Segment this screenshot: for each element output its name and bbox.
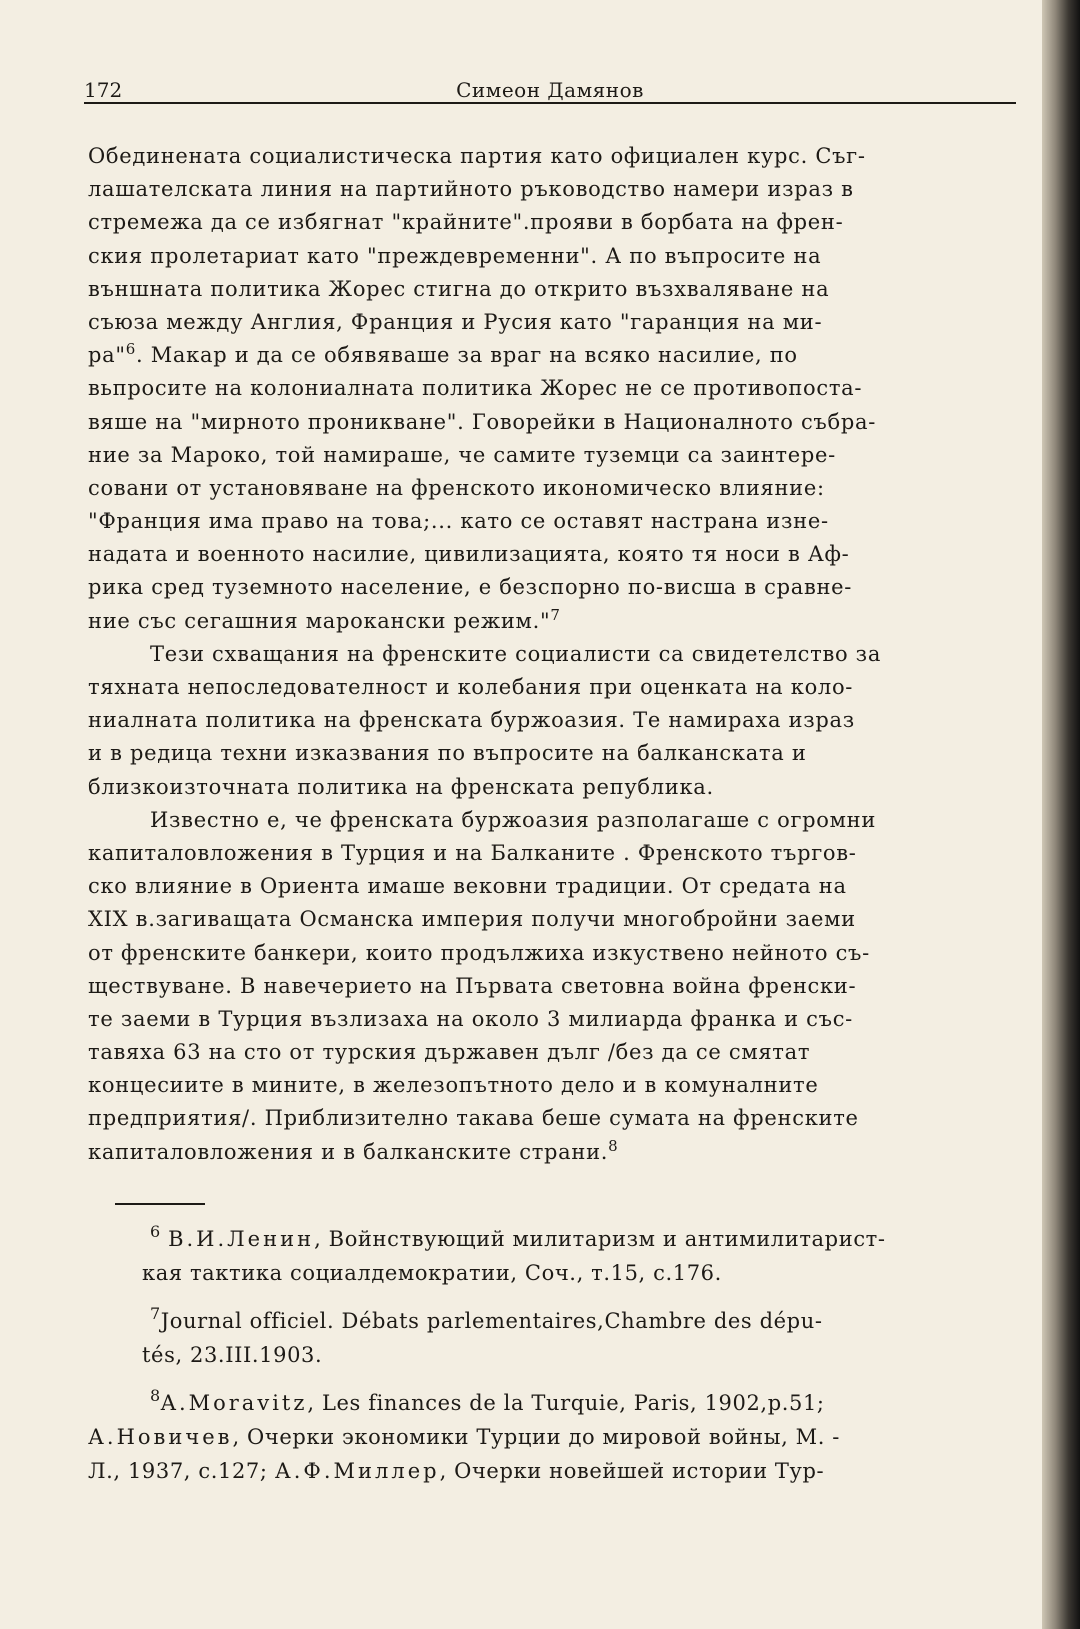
header-rule bbox=[84, 102, 1016, 104]
running-title: Симеон Дамянов bbox=[456, 78, 644, 102]
footnote-ref-6[interactable]: 6 bbox=[125, 339, 136, 358]
cited-author: А.Ф.Миллер bbox=[274, 1459, 440, 1483]
footnote-mark: 8 bbox=[150, 1386, 161, 1406]
text-line: вяше на "мирното проникване". Говорейки в Националното събра- bbox=[88, 409, 876, 434]
text-line: Известно е, че френската буржоазия разполагаше с огромни bbox=[150, 807, 877, 832]
text-line: ско влияние в Ориента имаше вековни традиции. От средата на bbox=[88, 874, 847, 899]
text-line: ниалната политика на френската буржоазия. Те намираха израз bbox=[88, 708, 855, 733]
page-number: 172 bbox=[84, 78, 123, 102]
footnote-6 bbox=[142, 1222, 1050, 1290]
text-line: XIX в.загиващата Османска империя получи многобройни заеми bbox=[88, 907, 856, 932]
text-fragment: ра" bbox=[88, 343, 126, 368]
cited-author: В.И.Ленин bbox=[168, 1227, 315, 1251]
footnote-ref-7[interactable]: 7 bbox=[550, 605, 561, 624]
text-line: те заеми в Турция възлизаха на около 3 милиарда франка и със- bbox=[88, 1006, 853, 1031]
text-fragment: ние със сегашния марокански режим." bbox=[88, 608, 551, 633]
footnote-line bbox=[88, 1454, 1050, 1488]
footnote-8 bbox=[88, 1386, 1050, 1488]
main-text bbox=[88, 140, 1028, 1169]
text-line: и в редица техни изказвания по въпросите на балканската и bbox=[88, 741, 807, 766]
book-spine-shadow bbox=[1042, 0, 1080, 1629]
footnote-line: кая тактика социалдемократии, Соч., т.15, с.176. bbox=[142, 1261, 722, 1285]
text-line: предприятия/. Приблизително такава беше сумата на френските bbox=[88, 1106, 859, 1131]
footnote-line bbox=[150, 1304, 1050, 1338]
footnotes bbox=[88, 1222, 1050, 1502]
text-fragment: , Les finances de la Turquie, Paris, 1902,p.51; bbox=[307, 1391, 825, 1415]
cited-author: A.Moravitz bbox=[160, 1391, 308, 1415]
footnote-rule bbox=[115, 1203, 205, 1205]
cited-author: А.Новичев bbox=[88, 1425, 233, 1449]
text-fragment: , Очерки новейшей истории Тур- bbox=[439, 1459, 825, 1483]
text-line bbox=[88, 605, 1028, 638]
text-line: Обединената социалистическа партия като официален курс. Съг- bbox=[88, 144, 866, 168]
text-line: "Франция има право на това;... като се оставят настрана изне- bbox=[88, 509, 829, 534]
footnote-ref-8[interactable]: 8 bbox=[608, 1136, 619, 1155]
text-line: от френските банкери, които продължиха изкуствено нейното съ- bbox=[88, 940, 870, 965]
footnote-line: tés, 23.III.1903. bbox=[142, 1343, 323, 1367]
text-fragment: Journal officiel. Débats parlementaires,Chambre des dépu- bbox=[160, 1309, 823, 1333]
text-line: съюза между Англия, Франция и Русия като "гаранция на ми- bbox=[88, 309, 823, 334]
text-line: външната политика Жорес стигна до открито възхваляване на bbox=[88, 276, 830, 301]
text-line: ществуване. В навечерието на Първата световна война френски- bbox=[88, 973, 857, 998]
text-fragment: Л., 1937, с.127; bbox=[88, 1459, 275, 1483]
text-fragment: , Войнствующий милитаризм и антимилитарист- bbox=[314, 1227, 886, 1251]
text-line: капиталовложения в Турция и на Балканите . Френското търгов- bbox=[88, 840, 857, 865]
footnote-mark: 6 bbox=[150, 1222, 161, 1242]
text-line: тавяха 63 на сто от турския държавен дълг /без да се смятат bbox=[88, 1040, 811, 1065]
text-line: тяхната непоследователност и колебания при оценката на коло- bbox=[88, 675, 854, 699]
running-header bbox=[84, 76, 1016, 104]
footnote-line bbox=[88, 1420, 1050, 1454]
text-line: лашателската линия на партийното ръководство намери израз в bbox=[88, 177, 854, 202]
footnote-7 bbox=[142, 1304, 1050, 1372]
text-line bbox=[88, 339, 1028, 372]
footnote-mark: 7 bbox=[150, 1304, 161, 1324]
text-line: стремежа да се избягнат "крайните".прояви в борбата на френ- bbox=[88, 210, 844, 235]
text-fragment: капиталовложения и в балканските страни. bbox=[88, 1139, 609, 1164]
text-line: надата и военното насилие, цивилизацията, която тя носи в Аф- bbox=[88, 542, 850, 567]
text-fragment: . Макар и да се обявяваше за враг на всяко насилие, по bbox=[135, 343, 798, 368]
text-line: вьпросите на колониалната политика Жорес не се противопоста- bbox=[88, 376, 863, 401]
footnote-line bbox=[150, 1222, 1050, 1256]
text-line: Тези схващания на френските социалисти са свидетелство за bbox=[150, 641, 882, 666]
text-line: концесиите в мините, в железопътното дело и в комуналните bbox=[88, 1073, 819, 1098]
text-line bbox=[88, 1136, 1028, 1169]
text-line: ския пролетариат като "преждевременни". А по въпросите на bbox=[88, 243, 822, 268]
text-fragment: , Очерки экономики Турции до мировой войны, М. - bbox=[232, 1425, 840, 1449]
footnote-line bbox=[150, 1386, 1050, 1420]
text-line: совани от установяване на френското икономическо влияние: bbox=[88, 475, 825, 500]
text-line: рика сред туземното население, е безспорно по-висша в сравне- bbox=[88, 575, 853, 600]
text-line: ние за Мароко, той намираше, че самите туземци са заинтере- bbox=[88, 442, 836, 467]
text-line: близкоизточната политика на френската република. bbox=[88, 774, 714, 799]
